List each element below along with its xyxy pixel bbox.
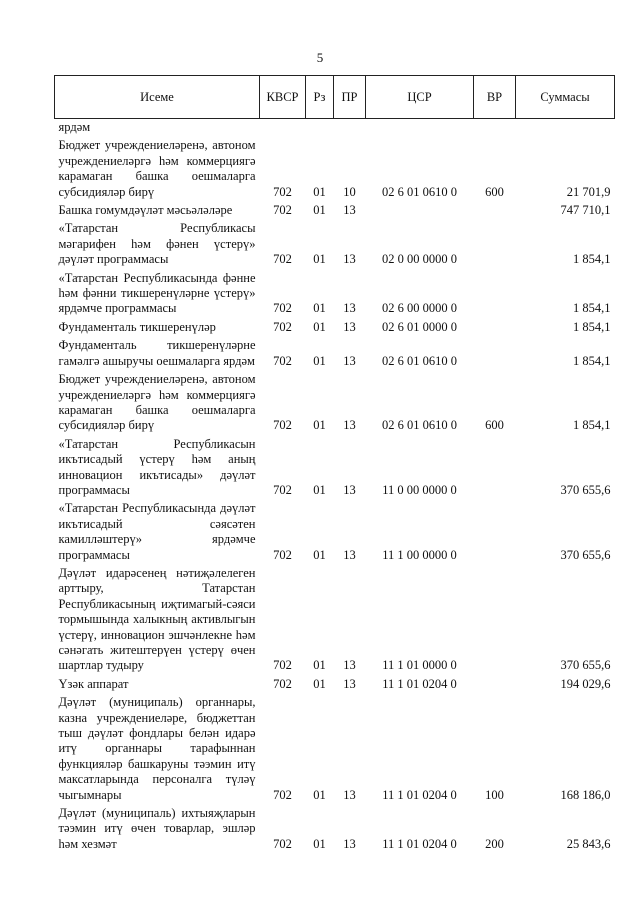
cell-vr bbox=[474, 676, 516, 694]
cell-kvsr: 702 bbox=[273, 676, 292, 691]
cell-pr: 13 bbox=[343, 658, 356, 673]
table-header bbox=[55, 76, 615, 119]
table-row bbox=[55, 337, 615, 371]
cell-name: Үзәк аппарат bbox=[58, 676, 129, 691]
cell-rz: 01 bbox=[313, 836, 326, 851]
cell-vr bbox=[474, 337, 516, 371]
cell-kvsr: 702 bbox=[273, 418, 292, 433]
table-row bbox=[55, 119, 615, 138]
cell-pr: 10 bbox=[343, 184, 356, 199]
cell-name: «Татарстан Республикасында дәүләт икътисадый сәясәтен камилләштерү» ярдәмче программасы bbox=[58, 501, 256, 562]
cell-name: «Татарстан Республикасы мәгарифен һәм фәнен үстерү» дәүләт программасы bbox=[58, 221, 256, 267]
cell-kvsr: 702 bbox=[273, 184, 292, 199]
cell-name: «Татарстан Республикасында фәнне һәм фәнни тикшеренүләрне үстерү» ярдәмче программасы bbox=[58, 270, 256, 316]
cell-kvsr: 702 bbox=[273, 547, 292, 562]
cell-vr bbox=[474, 119, 516, 138]
cell-name: Фундаменталь тикшеренүләр bbox=[58, 319, 216, 334]
cell-pr bbox=[334, 119, 366, 138]
column-header-name: Исеме bbox=[55, 76, 260, 119]
cell-sum: 25 843,6 bbox=[566, 836, 611, 851]
cell-rz: 01 bbox=[313, 658, 326, 673]
table-row bbox=[55, 436, 615, 501]
cell-sum: 370 655,6 bbox=[560, 482, 611, 497]
table-row bbox=[55, 500, 615, 565]
table-row bbox=[55, 676, 615, 694]
cell-kvsr: 702 bbox=[273, 787, 292, 802]
cell-sum bbox=[516, 119, 615, 138]
cell-sum: 747 710,1 bbox=[560, 203, 611, 218]
table-row bbox=[55, 319, 615, 337]
cell-vr bbox=[474, 202, 516, 220]
cell-rz: 01 bbox=[313, 353, 326, 368]
cell-rz: 01 bbox=[313, 547, 326, 562]
cell-name: Дәүләт (муниципаль) ихтыяҗларын тәэмин итү өчен товарлар, эшләр һәм хезмәт bbox=[58, 806, 256, 851]
table-row bbox=[55, 202, 615, 220]
cell-rz: 01 bbox=[313, 184, 326, 199]
cell-csr bbox=[366, 202, 474, 220]
cell-vr: 200 bbox=[485, 836, 504, 851]
table-row bbox=[55, 220, 615, 269]
column-header-csr: ЦСР bbox=[366, 76, 474, 119]
cell-rz: 01 bbox=[313, 482, 326, 497]
table-row bbox=[55, 805, 615, 854]
cell-rz: 01 bbox=[313, 252, 326, 267]
cell-vr bbox=[474, 270, 516, 319]
cell-vr bbox=[474, 220, 516, 269]
cell-kvsr: 702 bbox=[273, 658, 292, 673]
cell-kvsr: 702 bbox=[273, 836, 292, 851]
cell-kvsr: 702 bbox=[273, 252, 292, 267]
cell-pr: 13 bbox=[343, 418, 356, 433]
cell-name: «Татарстан Республикасын икътисадый үстерү һәм аның инновацион икътисады» дәүләт программасы bbox=[58, 436, 256, 497]
cell-name: Башка гомумдәүләт мәсьәләләре bbox=[58, 203, 233, 218]
cell-csr: 02 6 00 0000 0 bbox=[382, 301, 457, 316]
cell-kvsr: 702 bbox=[273, 319, 292, 334]
table-row bbox=[55, 565, 615, 676]
cell-name: ярдәм bbox=[58, 120, 91, 134]
cell-sum: 370 655,6 bbox=[560, 547, 611, 562]
cell-sum: 168 186,0 bbox=[560, 787, 611, 802]
cell-sum: 1 854,1 bbox=[573, 252, 611, 267]
cell-pr: 13 bbox=[343, 301, 356, 316]
cell-rz: 01 bbox=[313, 301, 326, 316]
cell-pr: 13 bbox=[343, 482, 356, 497]
cell-csr: 11 1 00 0000 0 bbox=[382, 547, 457, 562]
cell-pr: 13 bbox=[343, 319, 356, 334]
cell-pr: 13 bbox=[343, 252, 356, 267]
column-header-rz: Рз bbox=[306, 76, 334, 119]
cell-sum: 1 854,1 bbox=[573, 353, 611, 368]
cell-name: Бюджет учреждениеләренә, автоном учреждениеләргә һәм коммерциягә карамаган башка оешмаларга субсидияләр бирү bbox=[58, 138, 256, 199]
cell-sum: 1 854,1 bbox=[573, 319, 611, 334]
cell-kvsr: 702 bbox=[273, 301, 292, 316]
cell-rz: 01 bbox=[313, 203, 326, 218]
page-number: 5 bbox=[316, 50, 324, 65]
cell-csr: 11 1 01 0204 0 bbox=[382, 787, 457, 802]
cell-csr: 02 6 01 0610 0 bbox=[382, 353, 457, 368]
cell-sum: 370 655,6 bbox=[560, 658, 611, 673]
cell-vr bbox=[474, 319, 516, 337]
cell-rz: 01 bbox=[313, 787, 326, 802]
table-row bbox=[55, 270, 615, 319]
budget-table bbox=[54, 75, 615, 854]
cell-vr bbox=[474, 565, 516, 676]
cell-kvsr: 702 bbox=[273, 353, 292, 368]
cell-csr: 11 1 01 0204 0 bbox=[382, 676, 457, 691]
cell-sum: 1 854,1 bbox=[573, 301, 611, 316]
cell-vr bbox=[474, 436, 516, 501]
cell-csr: 02 6 01 0610 0 bbox=[382, 184, 457, 199]
cell-rz: 01 bbox=[313, 319, 326, 334]
cell-pr: 13 bbox=[343, 547, 356, 562]
cell-csr: 11 1 01 0204 0 bbox=[382, 836, 457, 851]
cell-csr: 02 6 01 0000 0 bbox=[382, 319, 457, 334]
cell-csr: 11 0 00 0000 0 bbox=[382, 482, 457, 497]
column-header-kvsr: КВСР bbox=[260, 76, 306, 119]
column-header-sum: Суммасы bbox=[516, 76, 615, 119]
cell-pr: 13 bbox=[343, 203, 356, 218]
table-row bbox=[55, 694, 615, 805]
cell-pr: 13 bbox=[343, 787, 356, 802]
cell-csr bbox=[366, 119, 474, 138]
cell-csr: 11 1 01 0000 0 bbox=[382, 658, 457, 673]
table-body bbox=[55, 119, 615, 855]
cell-sum: 21 701,9 bbox=[566, 184, 611, 199]
cell-vr: 600 bbox=[485, 418, 504, 433]
cell-vr: 600 bbox=[485, 184, 504, 199]
column-header-vr: ВР bbox=[474, 76, 516, 119]
cell-vr: 100 bbox=[485, 787, 504, 802]
cell-vr bbox=[474, 500, 516, 565]
cell-rz: 01 bbox=[313, 676, 326, 691]
cell-name: Дәүләт (муниципаль) органнары, казна учреждениеләре, бюджеттан тыш дәүләт фондлары белән идарә итү органнары тарафыннан функцияләр башкаруны тәэмин итү максатларында персоналга түләү чыгымнары bbox=[58, 695, 256, 802]
cell-kvsr: 702 bbox=[273, 203, 292, 218]
cell-kvsr bbox=[260, 119, 306, 138]
cell-pr: 13 bbox=[343, 676, 356, 691]
cell-name: Дәүләт идарәсенең нәтиҗәлелеген арттыру, Татарстан Республикасының иҗтимагый-сәяси тормышында халыкның активлыгын үстерү, инновацион эшчәнлекне һәм сәнәгать житештерүен үстерү өчен шартлар тудыру bbox=[58, 565, 256, 673]
table-row bbox=[55, 371, 615, 436]
cell-rz: 01 bbox=[313, 418, 326, 433]
cell-sum: 194 029,6 bbox=[560, 676, 611, 691]
cell-kvsr: 702 bbox=[273, 482, 292, 497]
cell-pr: 13 bbox=[343, 836, 356, 851]
cell-name: Бюджет учреждениеләренә, автоном учреждениеләргә һәм коммерциягә карамаган башка оешмаларга субсидияләр бирү bbox=[58, 372, 256, 433]
cell-sum: 1 854,1 bbox=[573, 418, 611, 433]
cell-rz bbox=[306, 119, 334, 138]
cell-pr: 13 bbox=[343, 353, 356, 368]
cell-csr: 02 0 00 0000 0 bbox=[382, 252, 457, 267]
cell-csr: 02 6 01 0610 0 bbox=[382, 418, 457, 433]
table-row bbox=[55, 137, 615, 202]
column-header-pr: ПР bbox=[334, 76, 366, 119]
cell-name: Фундаменталь тикшеренүләрне гамәлгә ашыручы оешмаларга ярдәм bbox=[58, 338, 256, 368]
